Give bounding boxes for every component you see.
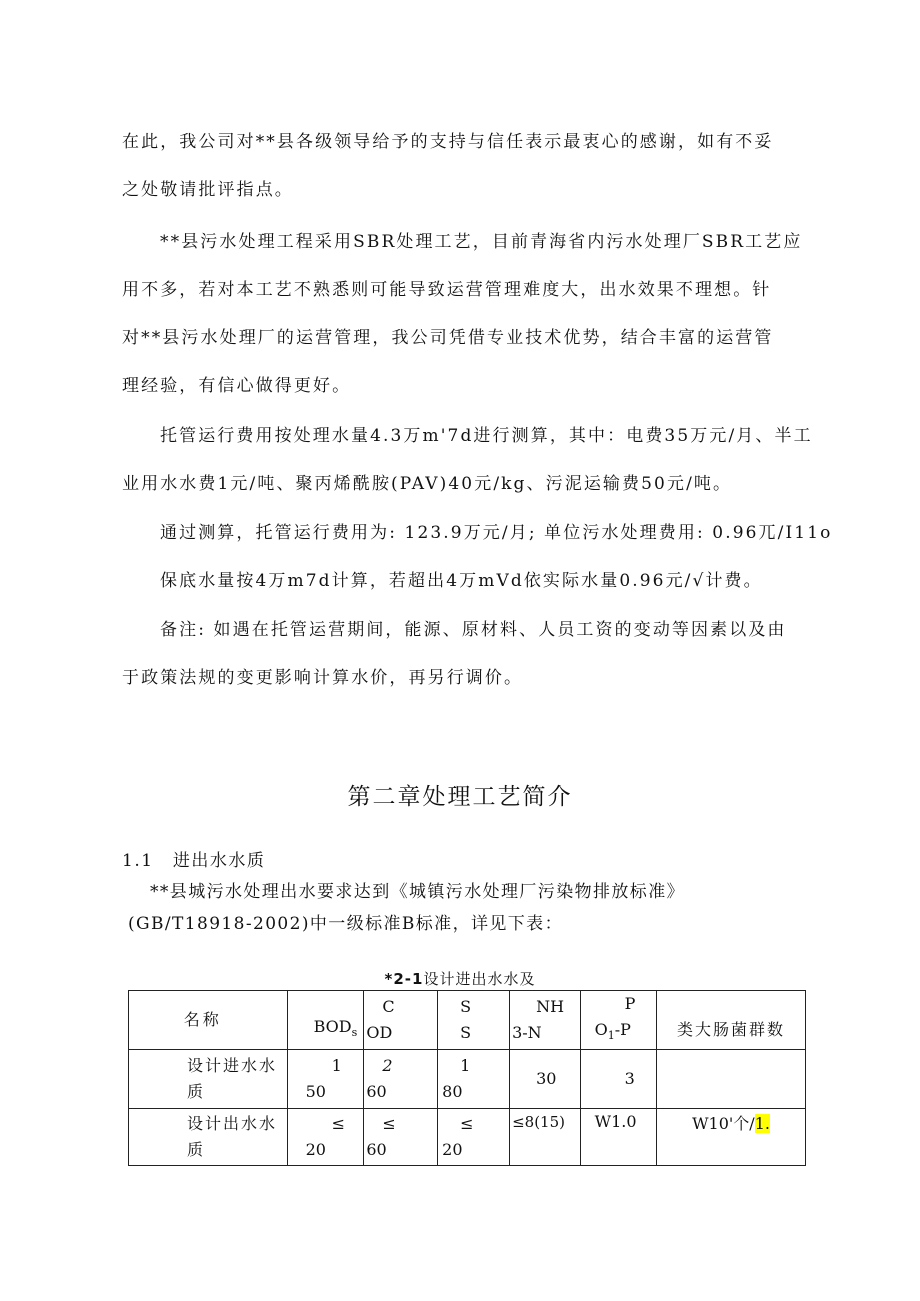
header-tp: P $O_1-P$ [580,991,656,1050]
cell-outflow-cod: ≤ 60 [364,1109,438,1166]
cell-inflow-nh3n: 30 [510,1050,581,1109]
header-coliform: 类大肠菌群数 [657,991,806,1050]
chapter-title: 第二章处理工艺简介 [347,784,573,810]
header-name: 名称 [129,991,288,1050]
caption-text: 设计进出水水及 [423,970,536,988]
text-line: 之处敬请批评指点。 [122,180,294,200]
table-row-inflow [129,1050,806,1109]
paragraph-base-volume [122,557,812,605]
header-cod: C OD [364,991,438,1050]
cell-outflow-ss: ≤ 20 [438,1109,510,1166]
text-line: 通过测算，托管运行费用为: 123.9万元/月; 单位污水处理费用: 0.96兀/I11o [160,523,833,543]
table-row-outflow [129,1109,806,1166]
text-line: 在此，我公司对**县各级领导给予的支持与信任表示最衷心的感谢，如有不妥 [122,132,774,152]
table-header-row [129,991,806,1050]
section-title: 进出水水质 [172,851,266,871]
text-line: 于政策法规的变更影响计算水价，再另行调价。 [122,668,524,688]
cell-outflow-bod: ≤ 20 [287,1109,364,1166]
cell-outflow-nh3n: ≤8(15) [510,1109,581,1166]
cell-inflow-tp: 3 [580,1050,656,1109]
text-line: **县城污水处理出水要求达到《城镇污水处理厂污染物排放标准》 [150,882,685,902]
paragraph-cost [122,412,812,508]
cell-inflow-ss: 1 80 [438,1050,510,1109]
row-label-inflow: 设计进水水 质 [129,1050,288,1109]
text-line: 理经验，有信心做得更好。 [122,376,352,396]
row-label-outflow: 设计出水水 质 [129,1109,288,1166]
paragraph-calc [122,509,833,557]
text-line: 保底水量按4万m7d计算，若超出4万mVd依实际水量0.96元/√计费。 [160,571,763,591]
caption-number: *2-1 [384,970,424,988]
cell-outflow-tp: W1.0 [580,1109,656,1166]
text-line: 托管运行费用按处理水量4.3万m'7d进行测算，其中：电费35万元/月、半工 [160,426,813,446]
header-nh3n: NH 3-N [510,991,581,1050]
section-heading [122,846,265,871]
paragraph-sbr [122,218,812,410]
highlighted-text: 1. [754,1114,770,1134]
text-line: 对**县污水处理厂的运营管理，我公司凭借专业技术优势，结合丰富的运营管 [122,328,774,348]
header-ss: S S [438,991,510,1050]
paragraph-note [122,606,812,702]
cell-outflow-coliform: W10'个/1. [657,1109,806,1166]
text-line: (GB/T18918-2002)中一级标准B标准，详见下表： [128,914,563,934]
text-line: 用不多，若对本工艺不熟悉则可能导致运营管理难度大，出水效果不理想。针 [122,280,772,300]
text-line: 备注: 如遇在托管运营期间，能源、原材料、人员工资的变动等因素以及由 [160,620,787,640]
paragraph-thanks [122,118,812,214]
water-quality-table [128,990,806,1166]
table-caption [0,968,920,989]
text-line: 业用水水费1元/吨、聚丙烯酰胺(PAV)40元/kg、污泥运输费50元/吨。 [122,474,733,494]
section-number: 1.1 [122,851,154,871]
cell-inflow-cod: 2 60 [364,1050,438,1109]
cell-inflow-bod: 1 50 [287,1050,364,1109]
cell-inflow-coliform [657,1050,806,1109]
standard-paragraph [122,876,822,940]
header-bod: $BOD_s$ [287,991,364,1050]
text-line: **县污水处理工程采用SBR处理工艺，目前青海省内污水处理厂SBR工艺应 [160,232,803,252]
